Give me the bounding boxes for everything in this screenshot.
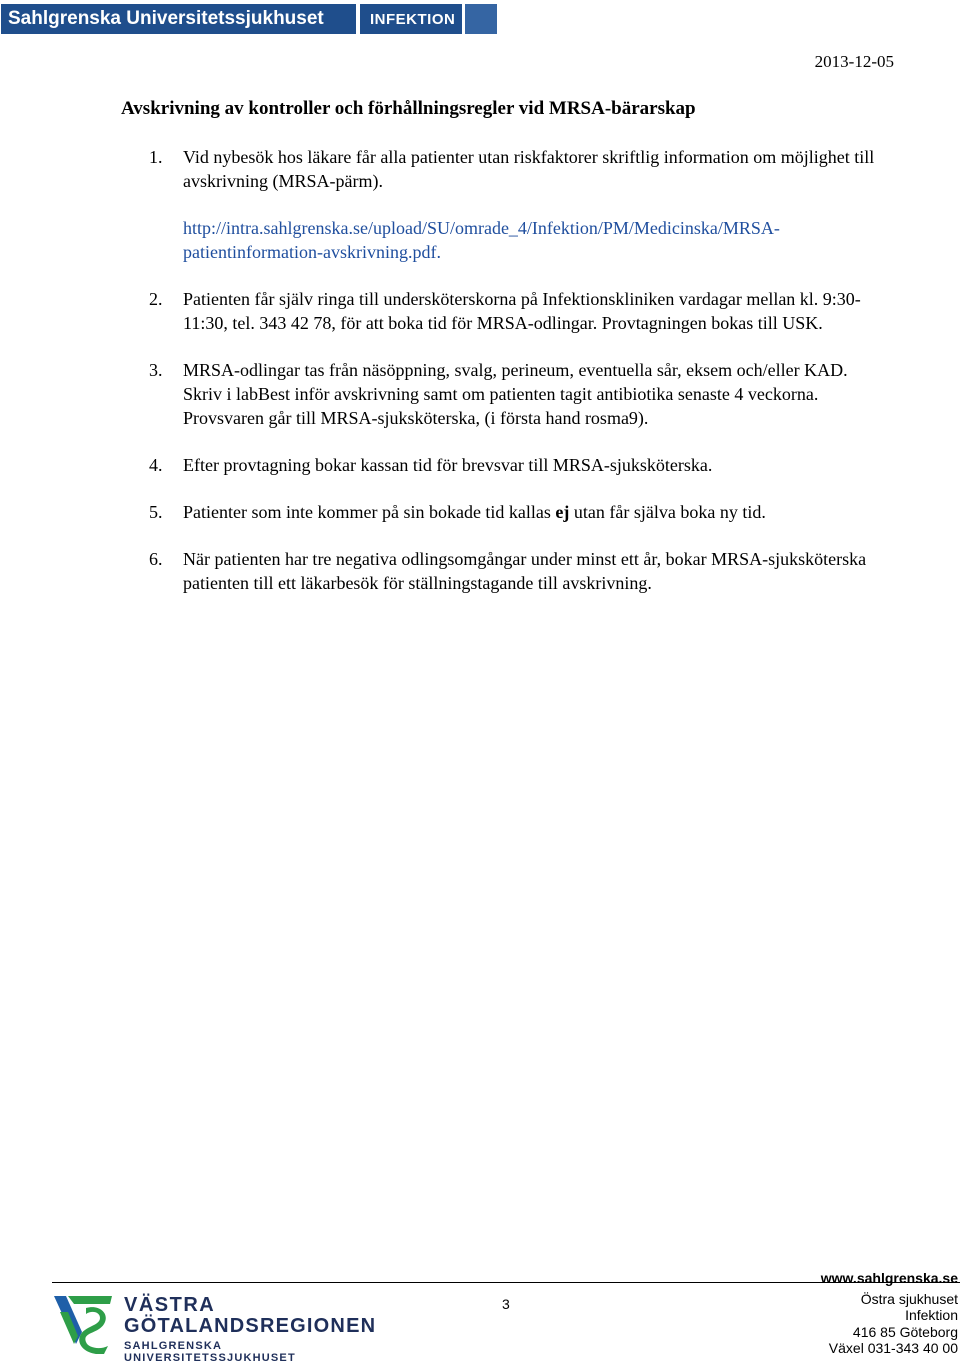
list-item-number: 4.: [149, 455, 163, 475]
list-item-number: 2.: [149, 289, 163, 309]
list-item: [149, 453, 889, 477]
document-date: 2013-12-05: [814, 52, 894, 71]
list-item-text: [183, 500, 889, 524]
list-item-number: 6.: [149, 549, 163, 569]
logo-text-line-1: VÄSTRA: [124, 1294, 216, 1316]
list-item-text: Vid nybesök hos läkare får alla patienter utan riskfaktorer skriftlig information om möjlighet till avskrivning (MRSA-pärm).: [183, 147, 875, 191]
pdf-link[interactable]: http://intra.sahlgrenska.se/upload/SU/omrade_4/Infektion/PM/Medicinska/MRSA-patientinformation-avskrivning.pdf.: [183, 218, 780, 262]
instruction-list: [149, 145, 889, 618]
list-item-text-end: utan får själva boka ny tid.: [569, 502, 766, 522]
header-department: INFEKTION: [360, 4, 462, 34]
list-item-text-start: Patienter som inte kommer på sin bokade tid kallas: [183, 502, 556, 522]
list-item: [149, 500, 889, 524]
header-accent-block: [465, 4, 497, 34]
vgr-logo: [52, 1292, 392, 1364]
address-line: Infektion: [905, 1307, 958, 1323]
list-item-number: 3.: [149, 360, 163, 380]
address-line: 416 85 Göteborg: [852, 1323, 958, 1340]
list-item-text: Patienten får själv ringa till undersköterskorna på Infektionskliniken vardagar mellan kl. 9:30-11:30, tel. 343 42 78, för att boka tid för MRSA-odlingar. Provtagningen bokas till USK.: [183, 289, 861, 333]
footer-address: [821, 1270, 958, 1357]
list-item-number: 5.: [149, 502, 163, 522]
document-title: Avskrivning av kontroller och förhållningsregler vid MRSA-bärarskap: [121, 98, 696, 119]
list-item-text: Efter provtagning bokar kassan tid för brevsvar till MRSA-sjuksköterska.: [183, 455, 713, 475]
vgr-logo-icon: [52, 1292, 116, 1354]
list-item: [149, 287, 889, 335]
list-item: [149, 547, 889, 595]
website-link[interactable]: www.sahlgrenska.se: [820, 1270, 958, 1286]
logo-text-line-3: SAHLGRENSKA UNIVERSITETSSJUKHUSET: [124, 1340, 296, 1364]
page-number: 3: [502, 1296, 510, 1312]
list-item: [149, 358, 889, 430]
list-item-number: 1.: [149, 147, 163, 167]
phone-number: Växel 031-343 40 00: [828, 1340, 958, 1356]
list-item: [149, 145, 889, 264]
list-item-text: När patienten har tre negativa odlingsomgångar under minst ett år, bokar MRSA-sjuksköterska patienten till ett läkarbesök för ställningstagande till avskrivning.: [183, 549, 867, 593]
header-hospital-name: Sahlgrenska Universitetssjukhuset: [1, 4, 356, 34]
list-item-text: MRSA-odlingar tas från näsöppning, svalg, perineum, eventuella sår, eksem och/eller KAD. Skriv i labBest inför avskrivning samt om patienten tagit antibiotika senaste 4 veckorna. Provsvaren går till MRSA-sjuksköterska, (i första hand rosma9).: [183, 360, 848, 428]
logo-text-line-2: GÖTALANDSREGIONEN: [124, 1315, 377, 1337]
emphasis-ej: ej: [555, 502, 570, 522]
address-line: Östra sjukhuset: [860, 1290, 958, 1307]
